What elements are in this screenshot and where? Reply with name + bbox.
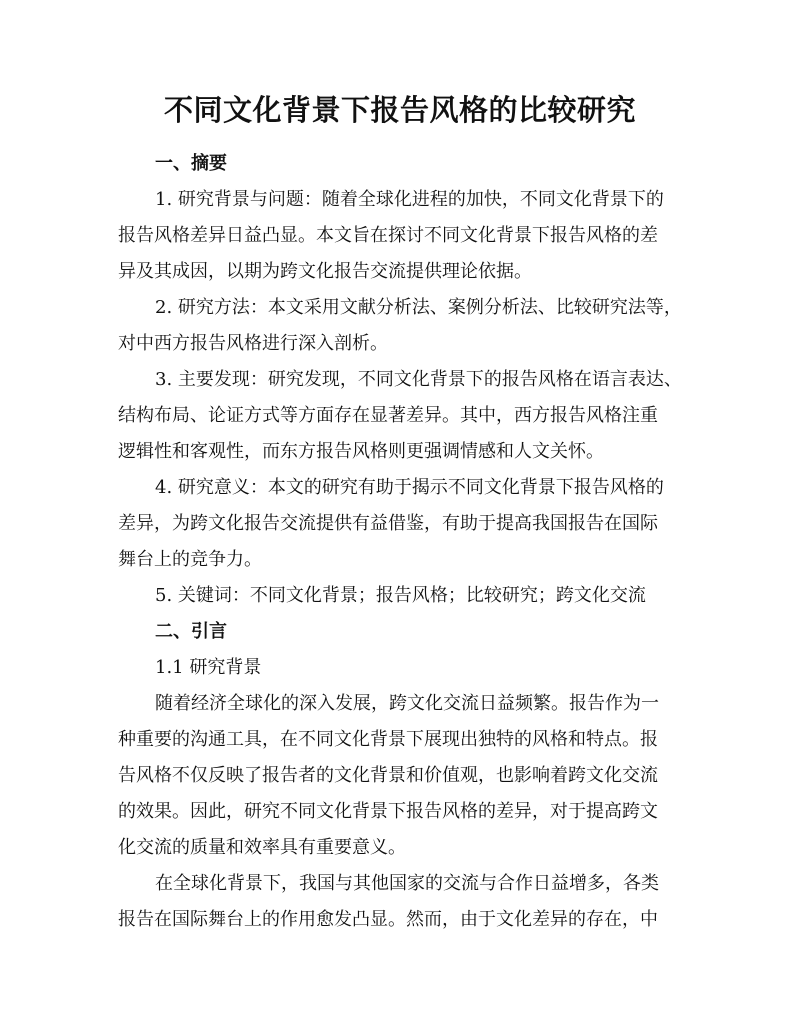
- paragraph-line: 舞台上的竞争力。: [118, 549, 262, 570]
- paragraph-line: 结构布局、论证方式等方面存在显著差异。其中，西方报告风格注重: [118, 405, 658, 426]
- paragraph-line: 2. 研究方法：本文采用文献分析法、案例分析法、比较研究法等，: [155, 297, 682, 318]
- paragraph-line: 差异，为跨文化报告交流提供有益借鉴，有助于提高我国报告在国际: [118, 513, 658, 534]
- paragraph-line: 报告在国际舞台上的作用愈发凸显。然而，由于文化差异的存在，中: [118, 909, 658, 930]
- paragraph-line: 在全球化背景下，我国与其他国家的交流与合作日益增多，各类: [155, 873, 659, 894]
- paragraph-line: 告风格不仅反映了报告者的文化背景和价值观，也影响着跨文化交流: [118, 765, 658, 786]
- paragraph-line: 异及其成因，以期为跨文化报告交流提供理论依据。: [118, 261, 532, 282]
- paragraph-line: 随着经济全球化的深入发展，跨文化交流日益频繁。报告作为一: [155, 693, 659, 714]
- keywords-line: 5. 关键词：不同文化背景；报告风格；比较研究；跨文化交流: [155, 585, 646, 606]
- paragraph-line: 4. 研究意义：本文的研究有助于揭示不同文化背景下报告风格的: [155, 477, 664, 498]
- paragraph-line: 化交流的质量和效率具有重要意义。: [118, 837, 406, 858]
- paragraph-line: 种重要的沟通工具，在不同文化背景下展现出独特的风格和特点。报: [118, 729, 658, 750]
- paragraph-line: 的效果。因此，研究不同文化背景下报告风格的差异，对于提高跨文: [118, 801, 658, 822]
- subsection-heading: 1.1 研究背景: [155, 657, 262, 678]
- paragraph-line: 报告风格差异日益凸显。本文旨在探讨不同文化背景下报告风格的差: [118, 225, 658, 246]
- section-heading-introduction: 二、引言: [155, 621, 227, 642]
- paragraph-line: 1. 研究背景与问题：随着全球化进程的加快，不同文化背景下的: [155, 189, 664, 210]
- paragraph-line: 3. 主要发现：研究发现，不同文化背景下的报告风格在语言表达、: [155, 369, 682, 390]
- paragraph-line: 逻辑性和客观性，而东方报告风格则更强调情感和人文关怀。: [118, 441, 604, 462]
- section-heading-abstract: 一、摘要: [155, 153, 227, 174]
- paragraph-line: 对中西方报告风格进行深入剖析。: [118, 333, 388, 354]
- document-title: 不同文化背景下报告风格的比较研究: [163, 93, 636, 127]
